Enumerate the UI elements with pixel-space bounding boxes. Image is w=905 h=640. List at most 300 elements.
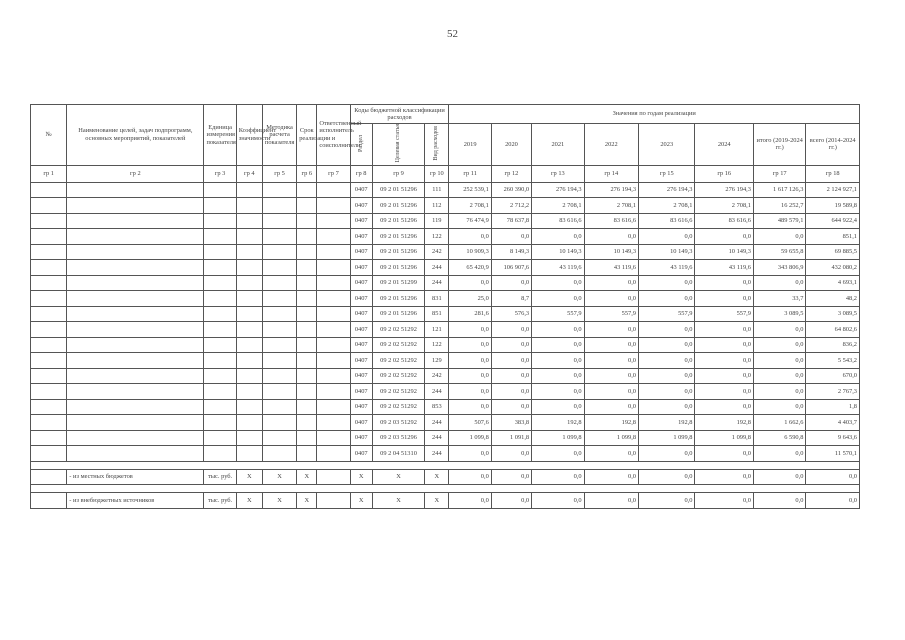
empty-cell [297, 353, 317, 369]
header-year-2024: 2024 [695, 124, 753, 166]
value-cell: 0,0 [753, 229, 805, 245]
razdel-cell: 0407 [350, 198, 372, 214]
column-number: гр 10 [425, 165, 449, 182]
target-article-cell: 09 2 01 51296 [372, 198, 424, 214]
summary-name-cell: - из местных бюджетов [67, 469, 204, 485]
empty-cell [204, 353, 236, 369]
x-cell: X [372, 493, 424, 509]
value-cell: 0,0 [532, 469, 584, 485]
empty-cell [262, 430, 296, 446]
header-method: Методика расчета показателя [262, 105, 296, 166]
empty-cell [262, 337, 296, 353]
value-cell: 0,0 [584, 275, 638, 291]
razdel-cell: 0407 [350, 384, 372, 400]
target-article-cell: 09 2 01 51296 [372, 306, 424, 322]
value-cell: 0,0 [532, 384, 584, 400]
value-cell: 192,8 [639, 415, 695, 431]
empty-cell [317, 322, 350, 338]
expense-type-cell: 119 [425, 213, 449, 229]
x-cell: X [425, 469, 449, 485]
summary-name-cell: - из внебюджетных источников [67, 493, 204, 509]
empty-cell [297, 291, 317, 307]
value-cell: 78 637,8 [491, 213, 531, 229]
value-cell: 0,0 [449, 337, 491, 353]
column-number: гр 4 [236, 165, 262, 182]
razdel-cell: 0407 [350, 275, 372, 291]
value-cell: 0,0 [449, 322, 491, 338]
value-cell: 0,0 [491, 275, 531, 291]
razdel-cell: 0407 [350, 213, 372, 229]
value-cell: 0,0 [584, 493, 638, 509]
empty-cell [297, 337, 317, 353]
column-number: гр 12 [491, 165, 531, 182]
expense-type-cell: 112 [425, 198, 449, 214]
empty-cell [31, 384, 67, 400]
value-cell: 0,0 [584, 337, 638, 353]
empty-cell [262, 306, 296, 322]
value-cell: 0,0 [449, 353, 491, 369]
spacer-cell [31, 485, 860, 493]
empty-cell [67, 415, 204, 431]
empty-cell [236, 291, 262, 307]
value-cell: 0,0 [532, 322, 584, 338]
table-row [31, 306, 860, 322]
value-cell: 11 570,1 [806, 446, 860, 462]
column-number: гр 14 [584, 165, 638, 182]
empty-cell [67, 229, 204, 245]
razdel-cell: 0407 [350, 337, 372, 353]
razdel-cell: 0407 [350, 291, 372, 307]
empty-cell [31, 291, 67, 307]
value-cell: 557,9 [639, 306, 695, 322]
value-cell: 19 589,8 [806, 198, 860, 214]
value-cell: 851,1 [806, 229, 860, 245]
empty-cell [67, 213, 204, 229]
value-cell: 557,9 [532, 306, 584, 322]
value-cell: 2 708,1 [532, 198, 584, 214]
expense-type-cell: 831 [425, 291, 449, 307]
empty-cell [297, 260, 317, 276]
value-cell: 276 194,3 [639, 182, 695, 198]
empty-cell [67, 446, 204, 462]
expense-type-cell: 129 [425, 353, 449, 369]
empty-cell [236, 198, 262, 214]
value-cell: 69 885,5 [806, 244, 860, 260]
empty-cell [317, 384, 350, 400]
value-cell: 3 089,5 [806, 306, 860, 322]
empty-cell [204, 260, 236, 276]
unit-cell: тыс. руб. [204, 469, 236, 485]
value-cell: 0,0 [491, 353, 531, 369]
empty-cell [31, 322, 67, 338]
value-cell: 0,0 [584, 291, 638, 307]
value-cell: 16 252,7 [753, 198, 805, 214]
value-cell: 0,0 [639, 469, 695, 485]
empty-cell [67, 275, 204, 291]
razdel-cell: 0407 [350, 368, 372, 384]
budget-table [30, 104, 860, 509]
empty-cell [204, 337, 236, 353]
value-cell: 836,2 [806, 337, 860, 353]
value-cell: 0,0 [491, 337, 531, 353]
column-number: гр 3 [204, 165, 236, 182]
empty-cell [317, 244, 350, 260]
empty-cell [67, 337, 204, 353]
value-cell: 0,0 [753, 353, 805, 369]
razdel-cell: 0407 [350, 306, 372, 322]
column-number: гр 9 [372, 165, 424, 182]
value-cell: 276 194,3 [695, 182, 753, 198]
value-cell: 2 767,3 [806, 384, 860, 400]
empty-cell [262, 291, 296, 307]
value-cell: 43 119,6 [584, 260, 638, 276]
spacer-row [31, 461, 860, 469]
empty-cell [31, 198, 67, 214]
empty-cell [297, 182, 317, 198]
empty-cell [67, 306, 204, 322]
empty-cell [67, 291, 204, 307]
value-cell: 0,0 [639, 353, 695, 369]
value-cell: 0,0 [584, 399, 638, 415]
empty-cell [297, 229, 317, 245]
table-row [31, 260, 860, 276]
empty-cell [262, 182, 296, 198]
empty-cell [317, 368, 350, 384]
empty-cell [31, 244, 67, 260]
value-cell: 0,0 [491, 446, 531, 462]
table-row [31, 337, 860, 353]
empty-cell [236, 229, 262, 245]
table-row [31, 368, 860, 384]
value-cell: 0,0 [753, 469, 805, 485]
value-cell: 43 119,6 [695, 260, 753, 276]
table-row [31, 198, 860, 214]
empty-cell [236, 446, 262, 462]
value-cell: 0,0 [753, 384, 805, 400]
target-article-cell: 09 2 02 51292 [372, 322, 424, 338]
expense-type-cell: 122 [425, 229, 449, 245]
value-cell: 644 922,4 [806, 213, 860, 229]
empty-cell [67, 353, 204, 369]
target-article-cell: 09 2 01 51299 [372, 275, 424, 291]
empty-cell [236, 306, 262, 322]
empty-cell [31, 446, 67, 462]
empty-cell [31, 275, 67, 291]
header-razdel: Раздел [350, 124, 372, 166]
value-cell: 0,0 [491, 229, 531, 245]
target-article-cell: 09 2 04 51310 [372, 446, 424, 462]
empty-cell [236, 353, 262, 369]
value-cell: 83 616,6 [639, 213, 695, 229]
empty-cell [317, 198, 350, 214]
empty-cell [236, 430, 262, 446]
empty-cell [262, 244, 296, 260]
value-cell: 432 080,2 [806, 260, 860, 276]
x-cell: X [297, 493, 317, 509]
value-cell: 83 616,6 [532, 213, 584, 229]
empty-cell [67, 322, 204, 338]
razdel-cell: 0407 [350, 430, 372, 446]
x-cell: X [262, 493, 296, 509]
empty-cell [236, 213, 262, 229]
value-cell: 0,0 [449, 446, 491, 462]
value-cell: 0,0 [639, 322, 695, 338]
table-row [31, 213, 860, 229]
value-cell: 10 149,3 [695, 244, 753, 260]
value-cell: 0,0 [532, 275, 584, 291]
empty-cell [317, 229, 350, 245]
expense-type-cell: 244 [425, 384, 449, 400]
empty-cell [317, 446, 350, 462]
value-cell: 192,8 [695, 415, 753, 431]
value-cell: 0,0 [584, 469, 638, 485]
razdel-cell: 0407 [350, 399, 372, 415]
empty-cell [262, 213, 296, 229]
empty-cell [31, 368, 67, 384]
header-total-2019-2024: итого (2019-2024 гг.) [753, 124, 805, 166]
empty-cell [317, 430, 350, 446]
empty-cell [204, 399, 236, 415]
value-cell: 0,0 [532, 291, 584, 307]
target-article-cell: 09 2 01 51296 [372, 182, 424, 198]
empty-cell [236, 368, 262, 384]
empty-cell [297, 213, 317, 229]
value-cell: 0,0 [639, 384, 695, 400]
column-number-row [31, 165, 860, 182]
summary-row [31, 493, 860, 509]
value-cell: 3 089,5 [753, 306, 805, 322]
expense-type-cell: 244 [425, 260, 449, 276]
value-cell: 0,0 [695, 229, 753, 245]
empty-cell [236, 322, 262, 338]
value-cell: 0,0 [639, 291, 695, 307]
value-cell: 0,0 [584, 368, 638, 384]
empty-cell [204, 368, 236, 384]
spacer-row [31, 485, 860, 493]
empty-cell [262, 275, 296, 291]
value-cell: 0,0 [695, 446, 753, 462]
target-article-cell: 09 2 03 51296 [372, 430, 424, 446]
value-cell: 0,0 [695, 322, 753, 338]
target-article-cell: 09 2 02 51292 [372, 399, 424, 415]
value-cell: 0,0 [695, 469, 753, 485]
value-cell: 0,0 [695, 337, 753, 353]
target-article-cell: 09 2 01 51296 [372, 260, 424, 276]
value-cell: 10 149,3 [584, 244, 638, 260]
expense-type-cell: 853 [425, 399, 449, 415]
value-cell: 0,0 [695, 291, 753, 307]
empty-cell [262, 353, 296, 369]
empty-cell [297, 384, 317, 400]
value-cell: 2 708,1 [584, 198, 638, 214]
spacer-cell [31, 461, 860, 469]
value-cell: 0,0 [753, 493, 805, 509]
column-number: гр 11 [449, 165, 491, 182]
value-cell: 1 099,8 [584, 430, 638, 446]
empty-cell [317, 493, 350, 509]
column-number: гр 2 [67, 165, 204, 182]
empty-cell [31, 306, 67, 322]
value-cell: 0,0 [695, 493, 753, 509]
value-cell: 2 708,1 [639, 198, 695, 214]
empty-cell [262, 415, 296, 431]
value-cell: 0,0 [584, 384, 638, 400]
value-cell: 1 662,6 [753, 415, 805, 431]
header-responsible: Ответственный исполнитель и соисполнители [317, 105, 350, 166]
table-row [31, 384, 860, 400]
value-cell: 252 539,1 [449, 182, 491, 198]
x-cell: X [372, 469, 424, 485]
table-row [31, 399, 860, 415]
empty-cell [262, 322, 296, 338]
empty-cell [31, 430, 67, 446]
header-year-2023: 2023 [639, 124, 695, 166]
value-cell: 0,0 [806, 493, 860, 509]
empty-cell [31, 353, 67, 369]
value-cell: 576,3 [491, 306, 531, 322]
column-number: гр 18 [806, 165, 860, 182]
value-cell: 76 474,9 [449, 213, 491, 229]
razdel-cell: 0407 [350, 353, 372, 369]
table-row [31, 430, 860, 446]
value-cell: 33,7 [753, 291, 805, 307]
razdel-cell: 0407 [350, 182, 372, 198]
empty-cell [317, 399, 350, 415]
expense-type-cell: 121 [425, 322, 449, 338]
expense-type-cell: 242 [425, 368, 449, 384]
target-article-cell: 09 2 02 51292 [372, 337, 424, 353]
value-cell: 260 390,0 [491, 182, 531, 198]
empty-cell [236, 244, 262, 260]
empty-cell [204, 430, 236, 446]
x-cell: X [236, 493, 262, 509]
header-term: Срок реализации [297, 105, 317, 166]
empty-cell [204, 384, 236, 400]
empty-cell [236, 415, 262, 431]
razdel-cell: 0407 [350, 415, 372, 431]
column-number: гр 5 [262, 165, 296, 182]
value-cell: 0,0 [695, 384, 753, 400]
target-article-cell: 09 2 02 51292 [372, 368, 424, 384]
expense-type-cell: 244 [425, 275, 449, 291]
value-cell: 0,0 [491, 469, 531, 485]
value-cell: 0,0 [532, 368, 584, 384]
table-body [31, 182, 860, 508]
value-cell: 64 802,6 [806, 322, 860, 338]
header-year-2022: 2022 [584, 124, 638, 166]
value-cell: 0,0 [584, 229, 638, 245]
value-cell: 1,8 [806, 399, 860, 415]
column-number: гр 6 [297, 165, 317, 182]
value-cell: 0,0 [584, 353, 638, 369]
value-cell: 0,0 [449, 368, 491, 384]
empty-cell [297, 306, 317, 322]
value-cell: 0,0 [753, 322, 805, 338]
target-article-cell: 09 2 01 51296 [372, 244, 424, 260]
value-cell: 0,0 [695, 368, 753, 384]
empty-cell [204, 446, 236, 462]
header-number: № [31, 105, 67, 166]
empty-cell [67, 430, 204, 446]
value-cell: 43 119,6 [639, 260, 695, 276]
value-cell: 0,0 [491, 399, 531, 415]
expense-type-cell: 244 [425, 446, 449, 462]
empty-cell [204, 415, 236, 431]
value-cell: 1 099,8 [639, 430, 695, 446]
empty-cell [204, 229, 236, 245]
value-cell: 0,0 [449, 275, 491, 291]
header-expense-type: Вид расходов [425, 124, 449, 166]
empty-cell [297, 244, 317, 260]
empty-cell [31, 493, 67, 509]
x-cell: X [297, 469, 317, 485]
razdel-cell: 0407 [350, 260, 372, 276]
empty-cell [204, 244, 236, 260]
empty-cell [236, 337, 262, 353]
expense-type-cell: 244 [425, 415, 449, 431]
empty-cell [67, 244, 204, 260]
value-cell: 0,0 [491, 493, 531, 509]
empty-cell [31, 229, 67, 245]
empty-cell [317, 415, 350, 431]
value-cell: 489 579,1 [753, 213, 805, 229]
value-cell: 0,0 [753, 446, 805, 462]
header-year-2021: 2021 [532, 124, 584, 166]
table-row [31, 275, 860, 291]
value-cell: 0,0 [449, 493, 491, 509]
value-cell: 43 119,6 [532, 260, 584, 276]
table-row [31, 415, 860, 431]
column-number: гр 8 [350, 165, 372, 182]
empty-cell [67, 399, 204, 415]
razdel-cell: 0407 [350, 446, 372, 462]
empty-cell [31, 213, 67, 229]
empty-cell [317, 337, 350, 353]
value-cell: 4 403,7 [806, 415, 860, 431]
target-article-cell: 09 2 02 51292 [372, 384, 424, 400]
value-cell: 1 099,8 [695, 430, 753, 446]
value-cell: 0,0 [753, 275, 805, 291]
target-article-cell: 09 2 01 51296 [372, 291, 424, 307]
empty-cell [236, 275, 262, 291]
value-cell: 59 655,8 [753, 244, 805, 260]
value-cell: 0,0 [532, 399, 584, 415]
value-cell: 2 708,1 [449, 198, 491, 214]
empty-cell [204, 182, 236, 198]
empty-cell [236, 260, 262, 276]
table-row [31, 322, 860, 338]
x-cell: X [262, 469, 296, 485]
empty-cell [236, 384, 262, 400]
value-cell: 65 420,9 [449, 260, 491, 276]
target-article-cell: 09 2 03 51292 [372, 415, 424, 431]
header-total-2014-2024: всего (2014-2024 гг.) [806, 124, 860, 166]
value-cell: 0,0 [584, 322, 638, 338]
value-cell: 276 194,3 [584, 182, 638, 198]
empty-cell [236, 182, 262, 198]
column-number: гр 7 [317, 165, 350, 182]
value-cell: 9 643,6 [806, 430, 860, 446]
header-budget-codes: Коды бюджетной классификации расходов [350, 105, 449, 124]
target-article-cell: 09 2 01 51296 [372, 213, 424, 229]
value-cell: 25,0 [449, 291, 491, 307]
empty-cell [297, 399, 317, 415]
value-cell: 557,9 [695, 306, 753, 322]
table-row [31, 229, 860, 245]
empty-cell [297, 198, 317, 214]
empty-cell [297, 446, 317, 462]
empty-cell [262, 384, 296, 400]
